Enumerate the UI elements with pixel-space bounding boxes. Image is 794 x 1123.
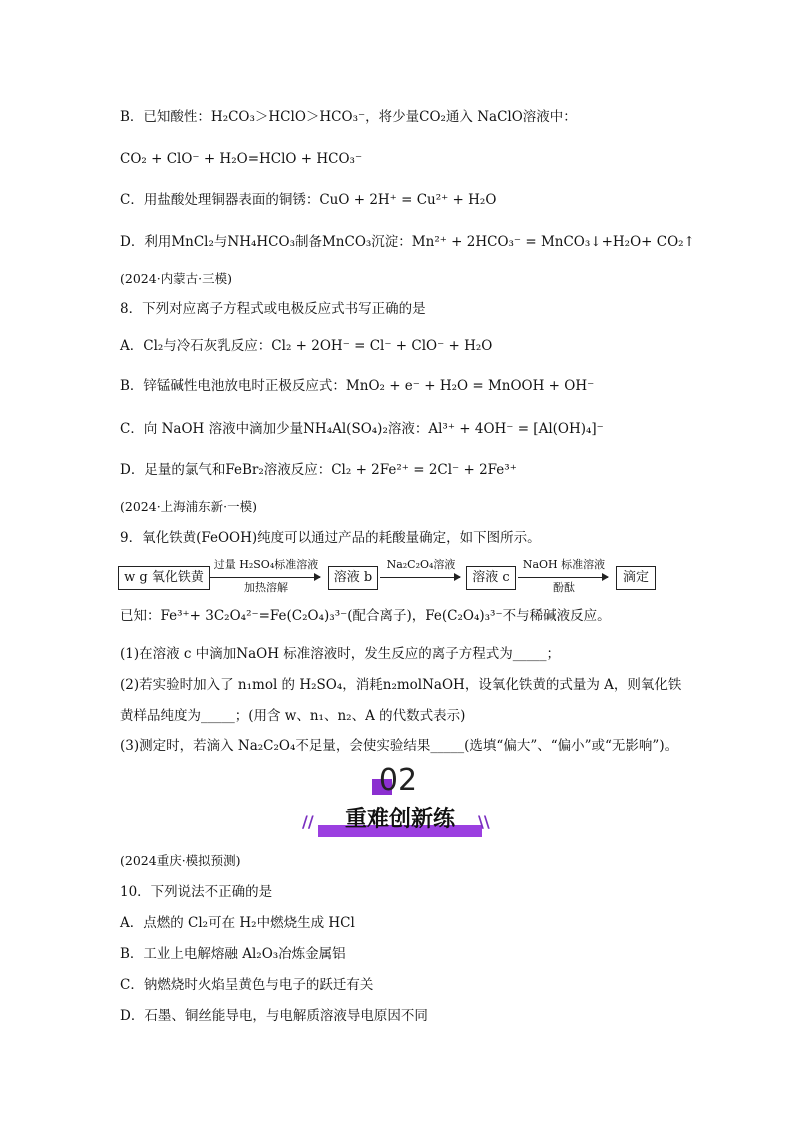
text-line: 10．下列说法不正确的是 — [120, 884, 273, 900]
section-slash-left: // — [302, 812, 314, 831]
text-line: A．Cl₂与冷石灰乳反应：Cl₂ + 2OH⁻ = Cl⁻ + ClO⁻ + H₂O — [120, 338, 493, 354]
text-line: C．钠燃烧时火焰呈黄色与电子的跃迁有关 — [120, 977, 374, 993]
text-line: 黄样品纯度为_____；(用含 w、n₁、n₂、A 的代数式表示) — [120, 708, 466, 724]
source-tag: (2024·上海浦东新·一模) — [120, 499, 258, 514]
text-line: 9．氧化铁黄(FeOOH)纯度可以通过产品的耗酸量确定，如下图所示。 — [120, 530, 541, 546]
section-slash-right: \\ — [478, 812, 490, 831]
text-line: 已知：Fe³⁺+ 3C₂O₄²⁻=Fe(C₂O₄)₃³⁻(配合离子)，Fe(C₂O₄)₃³⁻不与稀碱液反应。 — [120, 608, 611, 624]
text-line: B．锌锰碱性电池放电时正极反应式：MnO₂ + e⁻ + H₂O = MnOOH + OH⁻ — [120, 378, 595, 394]
text-line: B．工业上电解熔融 Al₂O₃冶炼金属铝 — [120, 946, 346, 962]
flow-arrow3-bottom-label: 酚酞 — [553, 581, 575, 594]
text-line: A．点燃的 Cl₂可在 H₂中燃烧生成 HCl — [120, 915, 355, 931]
flow-box-solution-c: 溶液 c — [466, 566, 516, 590]
text-line: D．足量的氯气和FeBr₂溶液反应：Cl₂ + 2Fe²⁺ = 2Cl⁻ + 2Fe³⁺ — [120, 462, 517, 478]
text-line: D．利用MnCl₂与NH₄HCO₃制备MnCO₃沉淀：Mn²⁺ + 2HCO₃⁻ = MnCO₃↓+H₂O+ CO₂↑ — [120, 234, 695, 250]
flow-diagram — [118, 558, 658, 596]
source-tag: (2024重庆·模拟预测) — [120, 853, 241, 868]
flow-arrow2-top-label: Na₂C₂O₄溶液 — [386, 558, 456, 571]
flow-arrow3-top-label: NaOH 标准溶液 — [522, 558, 606, 571]
text-line: (3)测定时，若滴入 Na₂C₂O₄不足量，会使实验结果_____(选填“偏大”、“偏小”或“无影响”)。 — [120, 738, 679, 754]
text-line: D．石墨、铜丝能导电，与电解质溶液导电原因不同 — [120, 1008, 428, 1024]
text-line: (2)若实验时加入了 n₁mol 的 H₂SO₄，消耗n₂molNaOH，设氧化铁黄的式量为 A，则氧化铁 — [120, 677, 682, 693]
section-title: 重难创新练 — [344, 807, 455, 832]
flow-arrow1-top-label: 过量 H₂SO₄标准溶液 — [213, 558, 319, 571]
flow-box-sample: w g 氧化铁黄 — [118, 566, 210, 590]
text-line: CO₂ + ClO⁻ + H₂O=HClO + HCO₃⁻ — [120, 151, 363, 167]
flow-arrow-1 — [210, 577, 320, 578]
flow-box-titration: 滴定 — [616, 566, 656, 590]
text-line: B．已知酸性：H₂CO₃＞HClO＞HCO₃⁻，将少量CO₂通入 NaClO溶液中： — [120, 109, 577, 125]
section-title-block — [300, 805, 500, 839]
text-line: (1)在溶液 c 中滴加NaOH 标准溶液时，发生反应的离子方程式为_____； — [120, 646, 561, 662]
text-line: C．用盐酸处理铜器表面的铜锈：CuO + 2H⁺ = Cu²⁺ + H₂O — [120, 192, 497, 208]
flow-arrow-2 — [380, 577, 460, 578]
text-line: 8．下列对应离子方程式或电极反应式书写正确的是 — [120, 301, 426, 317]
flow-arrow-3 — [518, 577, 608, 578]
section-number: 02 — [378, 763, 418, 798]
flow-box-solution-b: 溶液 b — [328, 566, 378, 590]
text-line: C．向 NaOH 溶液中滴加少量NH₄Al(SO₄)₂溶液：Al³⁺ + 4OH⁻ = [Al(OH)₄]⁻ — [120, 421, 604, 437]
source-tag: (2024·内蒙古·三模) — [120, 271, 233, 286]
flow-arrow1-bottom-label: 加热溶解 — [244, 581, 288, 594]
section-number-badge — [370, 763, 430, 799]
